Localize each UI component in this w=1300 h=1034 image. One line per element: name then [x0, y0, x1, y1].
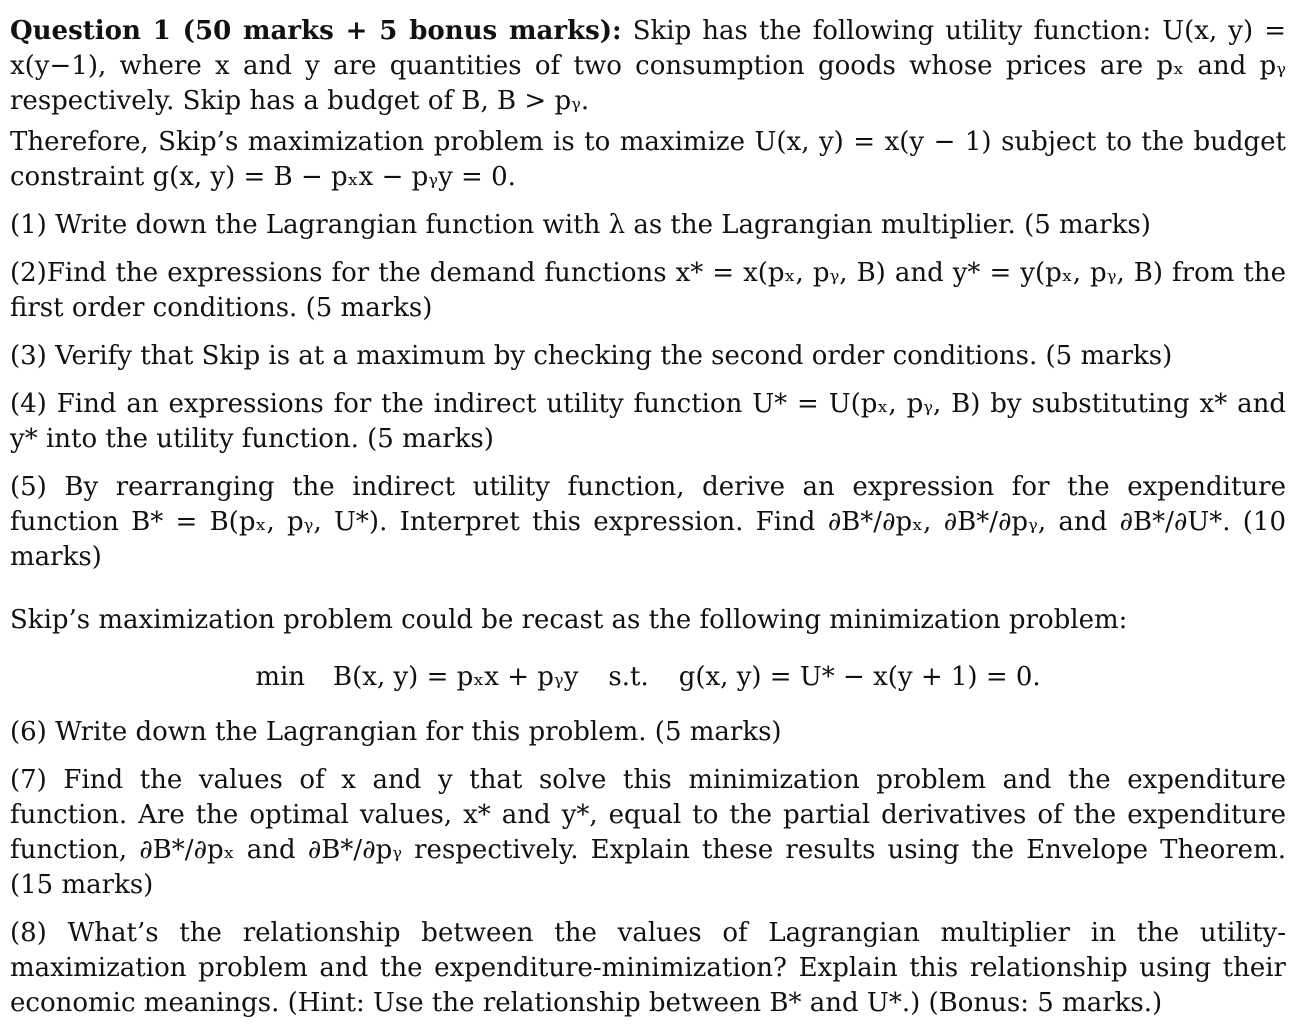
part-8: (8) What’s the relationship between the values of Lagrangian multiplier in the utility-maximization problem and the expenditure-minimization? Explain this relationship using their economic meanings. (Hint: Use the relationship between B* and U*.) (Bonus: 5 marks.) — [10, 918, 1286, 1018]
minimization-problem — [10, 660, 1286, 695]
constraint-function: g(x, y) = U* − x(y + 1) = 0. — [678, 662, 1041, 692]
part-5: (5) By rearranging the indirect utility function, derive an expression for the expenditure function B* = B(pₓ, pᵧ, U*). Interpret this expression. Find ∂B*/∂pₓ, ∂B*/∂pᵧ, and ∂B*/∂U*. (10 marks) — [10, 472, 1286, 572]
part-6: (6) Write down the Lagrangian for this problem. (5 marks) — [10, 717, 782, 747]
part-1: (1) Write down the Lagrangian function with λ as the Lagrangian multiplier. (5 marks) — [10, 210, 1151, 240]
part-3: (3) Verify that Skip is at a maximum by checking the second order conditions. (5 marks) — [10, 341, 1173, 371]
objective-function: B(x, y) = pₓx + pᵧy — [333, 662, 579, 692]
part-7: (7) Find the values of x and y that solve this minimization problem and the expenditure function. Are the optimal values, x* and y*, equal to the partial derivatives of the expenditure function, ∂B*/∂pₓ and ∂B*/∂pᵧ respectively. Explain these results using the Envelope Theorem. (15 marks) — [10, 765, 1286, 900]
question-intro-text: Skip has the following utility function: U(x, y) = x(y−1), where x and y are quantities of two consumption goods whose prices are pₓ and pᵧ respectively. Skip has a budget of B, B > pᵧ. — [10, 16, 1286, 116]
question-intro — [10, 14, 1286, 119]
problem-statement: Therefore, Skip’s maximization problem is to maximize U(x, y) = x(y − 1) subject to the budget constraint g(x, y) = B − pₓx − pᵧy = 0. — [10, 127, 1286, 192]
part-4: (4) Find an expressions for the indirect utility function U* = U(pₓ, pᵧ, B) by substituting x* and y* into the utility function. (5 marks) — [10, 389, 1286, 454]
part-2: (2)Find the expressions for the demand functions x* = x(pₓ, pᵧ, B) and y* = y(pₓ, pᵧ, B) from the first order conditions. (5 marks) — [10, 258, 1286, 323]
st-label: s.t. — [608, 662, 649, 692]
min-label: min — [255, 662, 306, 692]
question-document — [10, 14, 1286, 1034]
recast-text: Skip’s maximization problem could be recast as the following minimization problem: — [10, 605, 1128, 635]
question-title: Question 1 (50 marks + 5 bonus marks): — [10, 16, 622, 46]
